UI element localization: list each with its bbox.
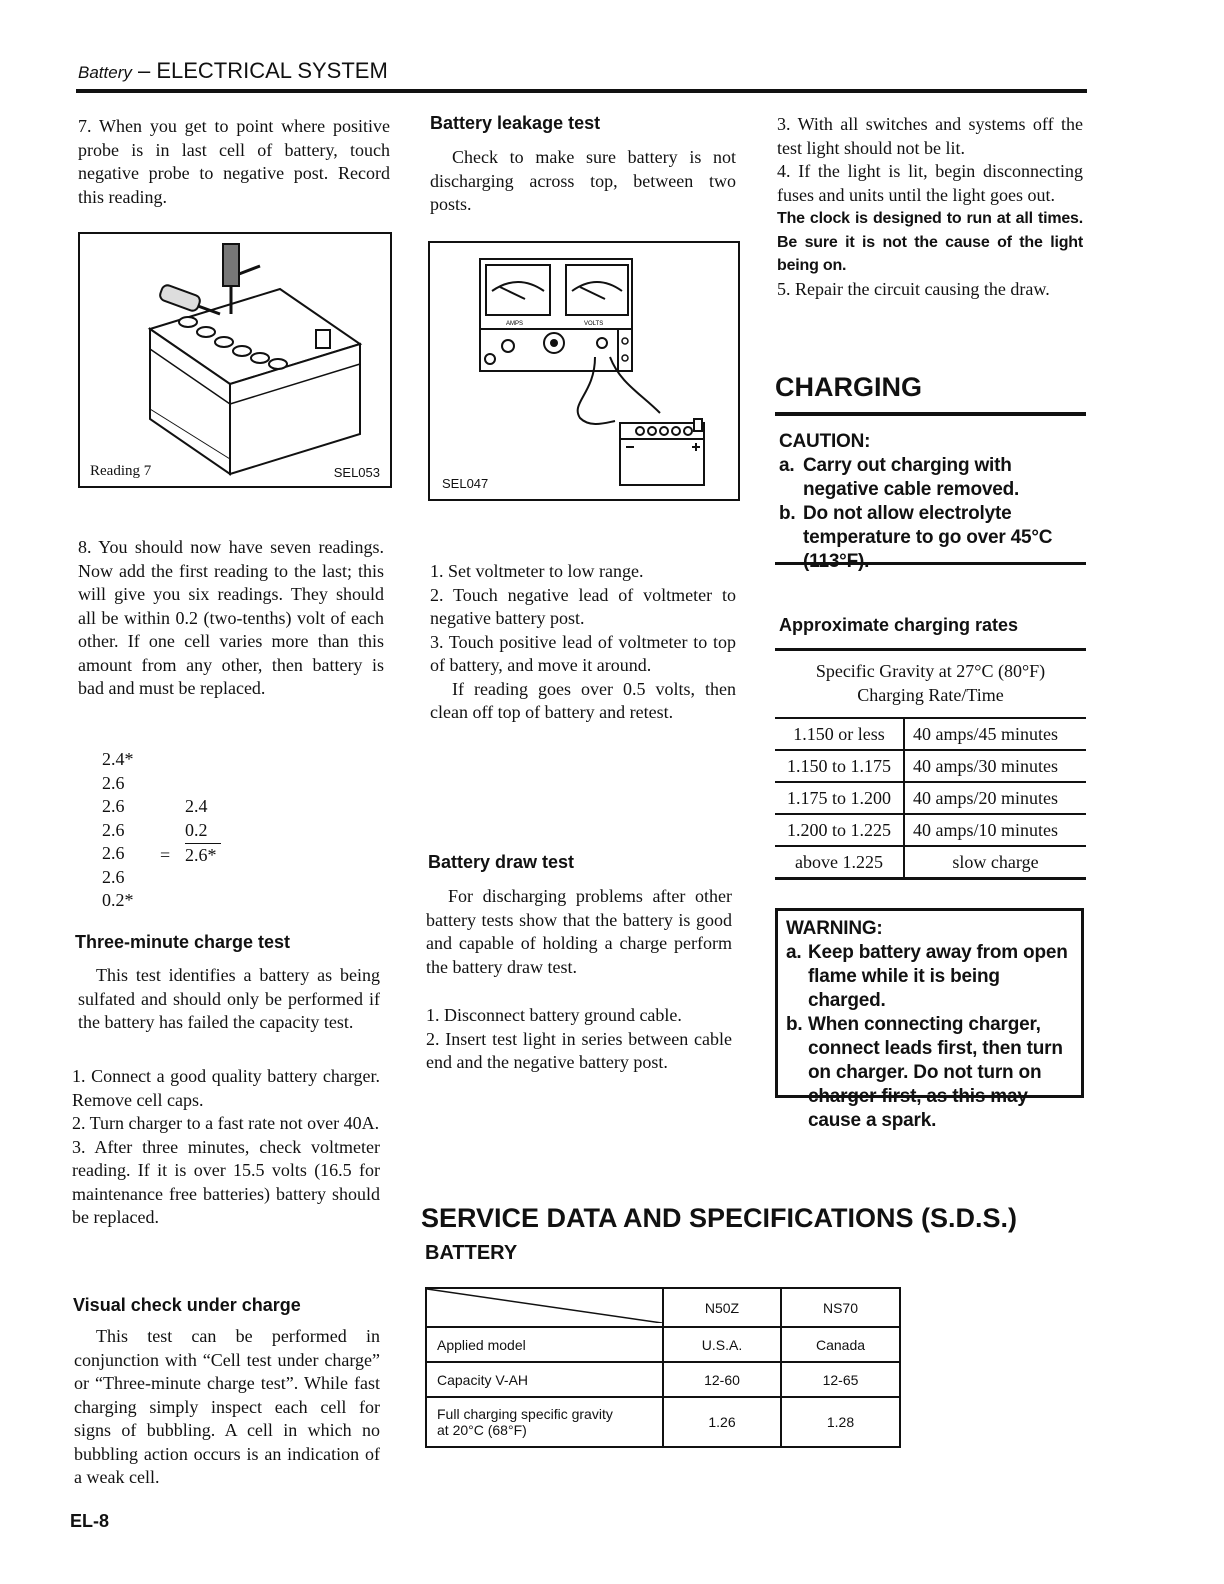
- sds-title: SERVICE DATA AND SPECIFICATIONS (S.D.S.): [421, 1203, 1018, 1233]
- reading-1: 2.4*: [102, 749, 134, 769]
- figure1-caption: Reading 7: [90, 463, 152, 479]
- figure-voltmeter: [428, 241, 740, 501]
- caution-a: [779, 454, 1085, 502]
- caution-title: CAUTION:: [779, 431, 871, 452]
- row-label: Capacity V-AH: [426, 1362, 663, 1397]
- amps-label: AMPS: [506, 321, 524, 327]
- rate-time: slow charge: [904, 846, 1086, 879]
- rate-time: 40 amps/45 minutes: [904, 718, 1086, 750]
- table-row: [426, 1362, 900, 1397]
- column-header-n50z: N50Z: [663, 1288, 781, 1327]
- table-row: [426, 1288, 900, 1327]
- warning-box: [775, 908, 1084, 1131]
- rate-gravity: above 1.225: [775, 846, 904, 879]
- rate-time: 40 amps/10 minutes: [904, 814, 1086, 846]
- page-number: EL-8: [70, 1511, 110, 1531]
- row-label: Applied model: [426, 1327, 663, 1362]
- sum-first: 2.4: [185, 796, 208, 816]
- cell-ns70: Canada: [781, 1327, 900, 1362]
- leakage-note: If reading goes over 0.5 volts, then clean off top of battery and retest.: [430, 678, 736, 722]
- table-row: [775, 782, 1086, 814]
- charging-rates-title: Approximate charging rates: [779, 615, 1019, 635]
- leakage-title: Battery leakage test: [430, 113, 601, 133]
- warning-a: [786, 941, 1081, 1013]
- header-rule: [76, 89, 1087, 93]
- three-minute-intro: This test identifies a battery as being sulfated and should only be performed if the battery has failed the capacity test.: [78, 965, 380, 1032]
- figure1-code: SEL053: [333, 465, 380, 480]
- sds-subtitle: BATTERY: [425, 1242, 518, 1264]
- rates-header: [775, 660, 1086, 707]
- col3-steps: [777, 113, 1083, 301]
- corner-diagonal: [427, 1289, 662, 1323]
- row-label-line1: Full charging specific gravity: [437, 1406, 613, 1422]
- warning-b: [786, 1013, 1081, 1133]
- three-minute-steps: [72, 1065, 380, 1230]
- draw-test-intro: For discharging problems after other battery tests show that the battery is good and capable of holding a charge perform the battery draw test.: [426, 886, 732, 977]
- volts-label: VOLTS: [584, 321, 604, 327]
- reading-6: 2.6: [102, 866, 125, 887]
- caution-rule: [775, 562, 1086, 565]
- warning-b-text: When connecting charger, connect leads first, then turn on charger. Do not turn on charger first, as this may cause a spark.: [808, 1014, 1063, 1131]
- reading-2: 2.6: [102, 772, 125, 793]
- rate-gravity: 1.200 to 1.225: [775, 814, 904, 846]
- leakage-step-2: 2. Touch negative lead of voltmeter to negative battery post.: [430, 584, 736, 628]
- table-row: [775, 814, 1086, 846]
- reading-7: 0.2*: [102, 890, 134, 910]
- table-row: [775, 718, 1086, 750]
- row-label: [426, 1397, 663, 1447]
- step8-text: 8. You should now have seven readings. Now add the first reading to the last; this will give you six readings. They should all be within 0.2 (two-tenths) volt of each other. If one cell varies more than this amount from any other, then battery is bad and must be replaced.: [78, 537, 384, 698]
- draw-step-4-note: The clock is designed to run at all times. Be sure it is not the cause of the light being on.: [777, 210, 1083, 274]
- sum-second: 0.2: [185, 819, 221, 844]
- step7-text: 7. When you get to point where positive probe is in last cell of battery, touch negative probe to negative post. Record this reading.: [78, 116, 390, 207]
- three-minute-step-3: 3. After three minutes, check voltmeter reading. If it is over 15.5 volts (16.5 for maintenance free batteries) battery should be replaced.: [72, 1136, 380, 1227]
- three-minute-step-2: 2. Turn charger to a fast rate not over 40A.: [72, 1113, 380, 1133]
- sum-equals: =: [160, 845, 171, 865]
- table-row: [426, 1327, 900, 1362]
- caution-block: [779, 430, 1085, 574]
- figure-reading7: [78, 232, 392, 488]
- draw-step-4: 4. If the light is lit, begin disconnecting fuses and units until the light goes out.: [777, 161, 1083, 205]
- table-row: [775, 750, 1086, 782]
- charging-title: CHARGING: [775, 372, 922, 402]
- rate-gravity: 1.150 or less: [775, 718, 904, 750]
- cell-n50z: 1.26: [663, 1397, 781, 1447]
- draw-step-1: 1. Disconnect battery ground cable.: [426, 1005, 682, 1025]
- header-section: Battery: [78, 63, 132, 82]
- warning-b-label: b.: [786, 1014, 803, 1035]
- table-corner: [426, 1288, 663, 1327]
- charging-rule: [775, 412, 1086, 416]
- leakage-step-3: 3. Touch positive lead of voltmeter to top of battery, and move it around.: [430, 631, 736, 675]
- warning-a-label: a.: [786, 942, 802, 963]
- rate-gravity: 1.150 to 1.175: [775, 750, 904, 782]
- three-minute-title: Three-minute charge test: [75, 932, 291, 952]
- voltmeter-battery-illustration: [430, 243, 738, 499]
- visual-check-title: Visual check under charge: [73, 1295, 301, 1315]
- cell-ns70: 1.28: [781, 1397, 900, 1447]
- leakage-step-1: 1. Set voltmeter to low range.: [430, 561, 644, 581]
- caution-a-label: a.: [779, 455, 795, 476]
- row-label-line2: at 20°C (68°F): [437, 1422, 527, 1438]
- table-row: [775, 846, 1086, 879]
- rates-header-rate: Charging Rate/Time: [857, 684, 1004, 705]
- caution-a-text: Carry out charging with negative cable removed.: [803, 455, 1020, 500]
- reading-5: 2.6: [102, 843, 125, 863]
- battery-spec-table: [425, 1287, 901, 1448]
- charging-rates-table: [775, 717, 1086, 880]
- leakage-steps: [430, 560, 736, 725]
- table-row: [426, 1397, 900, 1447]
- caution-b-label: b.: [779, 503, 796, 524]
- draw-test-title: Battery draw test: [428, 852, 575, 872]
- rate-gravity: 1.175 to 1.200: [775, 782, 904, 814]
- cell-n50z: U.S.A.: [663, 1327, 781, 1362]
- sum-result: 2.6*: [185, 845, 217, 865]
- caution-b-text: Do not allow electrolyte temperature to go over 45°C: [803, 503, 1053, 548]
- draw-step-2: 2. Insert test light in series between cable end and the negative battery post.: [426, 1028, 732, 1072]
- battery-probe-illustration: [80, 234, 390, 486]
- column-header-ns70: NS70: [781, 1288, 900, 1327]
- three-minute-step-1: 1. Connect a good quality battery charger. Remove cell caps.: [72, 1066, 380, 1110]
- draw-step-3: 3. With all switches and systems off the test light should not be lit.: [777, 114, 1083, 158]
- rates-header-gravity: Specific Gravity at 27°C (80°F): [815, 661, 1046, 681]
- reading-3: 2.6: [102, 796, 125, 816]
- figure2-code: SEL047: [442, 476, 489, 491]
- draw-step-5: 5. Repair the circuit causing the draw.: [777, 278, 1050, 299]
- header-title: ELECTRICAL SYSTEM: [156, 58, 388, 83]
- rate-time: 40 amps/20 minutes: [904, 782, 1086, 814]
- rates-top-rule: [775, 648, 1086, 651]
- leakage-intro: Check to make sure battery is not discharging across top, between two posts.: [430, 147, 736, 214]
- reading-4: 2.6: [102, 819, 125, 840]
- draw-test-steps: [426, 1004, 732, 1075]
- visual-check-text: This test can be performed in conjunction with “Cell test under charge” or “Three-minute charge test”. While fast charging simply inspect each cell for signs of bubbling. A cell in which no bubbling action occurs is an indication of a weak cell.: [74, 1326, 380, 1487]
- cell-ns70: 12-65: [781, 1362, 900, 1397]
- warning-title: WARNING:: [786, 918, 883, 939]
- warning-a-text: Keep battery away from open flame while it is being charged.: [808, 942, 1068, 1011]
- readings-list: [102, 748, 134, 913]
- page-header: [78, 58, 388, 84]
- cell-n50z: 12-60: [663, 1362, 781, 1397]
- rate-time: 40 amps/30 minutes: [904, 750, 1086, 782]
- header-dash: –: [131, 58, 157, 83]
